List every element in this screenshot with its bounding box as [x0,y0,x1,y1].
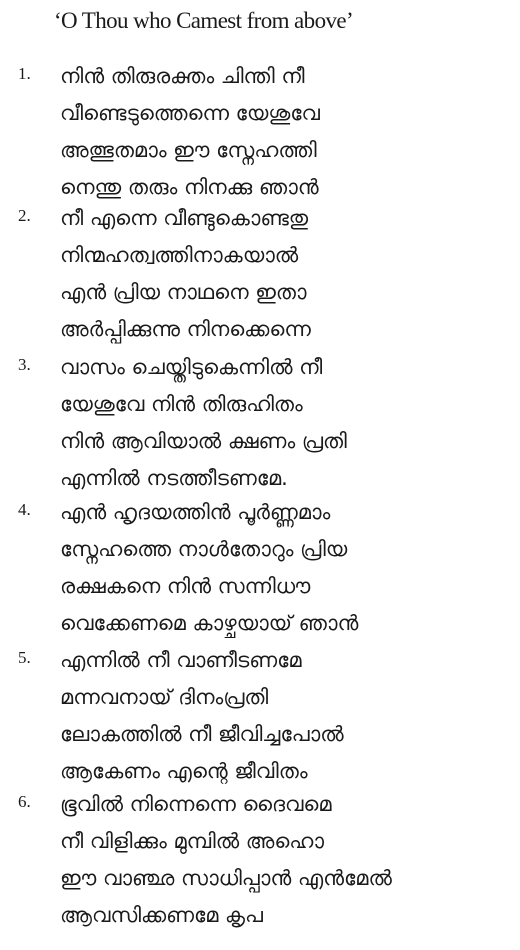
stanza-number: 6. [18,792,31,811]
verse-line: ഭൂവിൽ നിന്നെന്നെ ദൈവമെ [60,792,332,816]
stanza-number: 5. [18,648,31,667]
verse-line: രക്ഷകനെ നിൻ സന്നിധൗ [60,574,311,598]
verse-line: ലോകത്തിൽ നീ ജീവിച്ചപോൽ [60,722,344,746]
verse-line: എൻ ഹൃദയത്തിൻ പൂർണ്ണമാം [60,500,331,524]
stanza-number: 4. [18,500,31,519]
verse-line: നിന്മഹത്വത്തിനാകയാൽ [60,243,299,267]
verse-line: എൻ പ്രിയ നാഥനെ ഇതാ [60,280,307,304]
verse-line: വെക്കേണമെ കാഴ്ചയായ് ഞാൻ [60,611,359,635]
verse-line: നിൻ തിരുരക്തം ചിന്തി നീ [60,64,305,88]
stanza-number: 3. [18,355,31,374]
hymn-title: ‘O Thou who Camest from above’ [54,8,354,33]
verse-line: അർപ്പിക്കുന്നു നിനക്കെന്നെ [60,317,311,341]
verse-line: നെന്തു തരും നിനക്കു ഞാൻ [60,175,319,199]
verse-line: നീ വിളിക്കും മുമ്പിൽ അഹൊ [60,829,325,853]
verse-line: വീണ്ടെടുത്തെന്നെ യേശുവേ [60,101,320,125]
stanza-number: 1. [18,64,31,83]
verse-line: നീ എന്നെ വീണ്ടുകൊണ്ടതു [60,206,309,230]
verse-line: ആവസിക്കണമേ കൃപ [60,903,263,927]
verse-line: സ്നേഹത്തെ നാൾതോറും പ്രിയ [60,537,348,561]
verse-line: ഈ വാഞ്ഛ സാധിപ്പാൻ എൻമേൽ [60,866,392,890]
verse-line: എന്നിൽ നടത്തീടണമേ. [60,466,288,490]
verse-line: മന്നവനായ് ദിനംപ്രതി [60,685,269,709]
verse-line: നിൻ ആവിയാൽ ക്ഷണം പ്രതി [60,429,347,453]
verse-line: വാസം ചെയ്തിടുകെന്നിൽ നീ [60,355,323,379]
verse-line: ആകേണം എന്റെ ജീവിതം [60,759,308,783]
verse-line: എന്നിൽ നീ വാണീടണമേ [60,648,302,672]
verse-line: അത്ഭുതമാം ഈ സ്നേഹത്തി [60,138,317,162]
verse-line: യേശുവേ നിൻ തിരുഹിതം [60,392,303,416]
stanza-number: 2. [18,206,31,225]
